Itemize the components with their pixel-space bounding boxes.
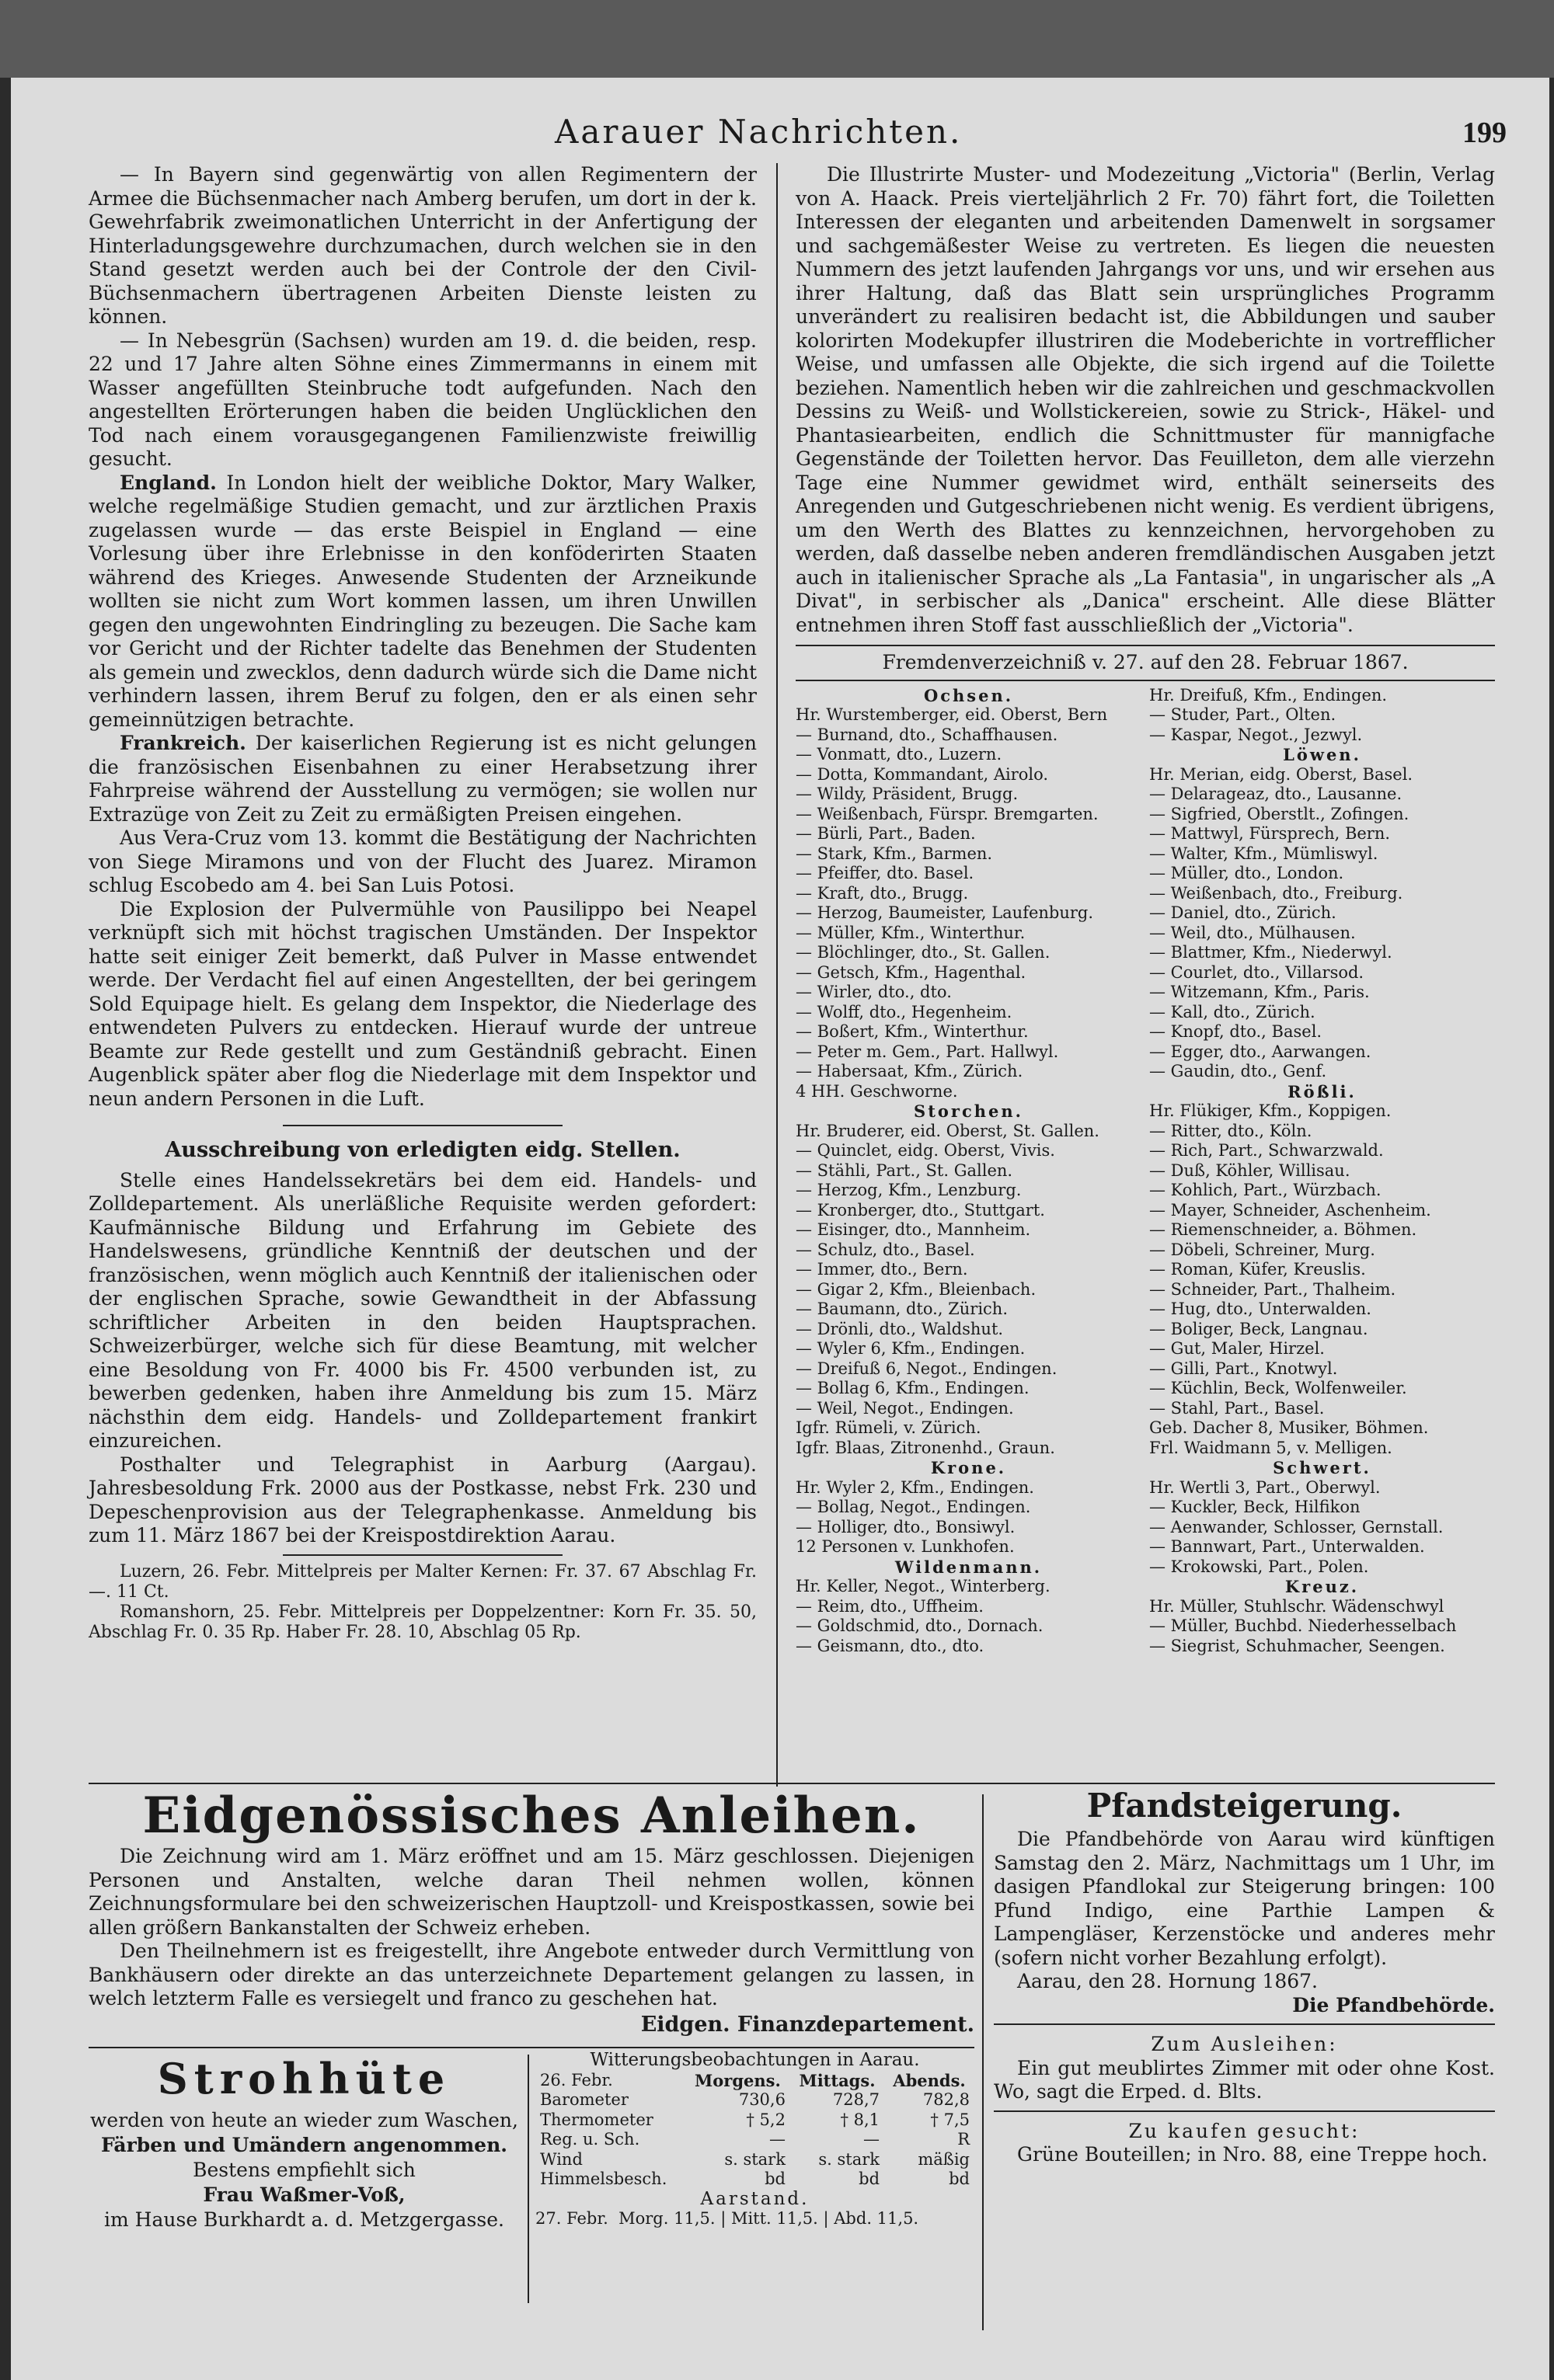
cell: s. stark <box>818 2149 880 2169</box>
guest-entry: — Riemenschneider, a. Böhmen. <box>1149 1220 1417 1239</box>
weather-observations <box>535 2051 974 2229</box>
guest-entry: Hr. Wertli 3, Part., Oberwyl. <box>1149 1477 1381 1497</box>
guest-entry: — Herzog, Kfm., Lenzburg. <box>796 1181 1022 1199</box>
weather-date: 26. Febr. <box>540 2070 613 2089</box>
guest-entry: 12 Personen v. Lunkhofen. <box>796 1537 1015 1556</box>
ad-pfandsteigerung <box>994 1787 1495 2167</box>
guest-entry: — Kraft, dto., Brugg. <box>796 883 969 903</box>
running-header <box>11 113 1549 159</box>
hotel-heading: Rößli. <box>1287 1081 1357 1101</box>
article-bayern: — In Bayern sind gegenwärtig von allen Regimentern der Armee die Büchsenmacher nach Amberg berufen, um dort in der k. Gewehrfabrik zweimonatlichen Unterricht in der Anfertigung der Hinterladungsgewehre durchzumachen, durch welchen sie in den Stand gesetzt werden auch bei der Controle der den Civil-Büchsenmachern übertragenen Arbeiten Dienste leisten zu können. <box>89 163 757 328</box>
hotel-heading: Krone. <box>930 1458 1007 1477</box>
cell: † 5,2 <box>746 2110 786 2129</box>
horizontal-rule <box>89 2047 974 2048</box>
guest-entry: Igfr. Rümeli, v. Zürich. <box>796 1418 981 1437</box>
anleihen-text-2: Den Theilnehmern ist es freigestellt, ihre Angebote entweder durch Vermittlung von Bankhäusern oder direkte an das unterzeichnete Departement gelangen zu lassen, in welch letzterm Falle es versiegelt und franco zu geschehen hat. <box>89 1940 974 2009</box>
article-victoria: Die Illustrirte Muster- und Modezeitung „Victoria" (Berlin, Verlag von A. Haack. Preis vierteljährlich 2 Fr. 70) fährt fort, die Toiletten Interessen der eleganten und arbeitenden Damenwelt in sorgsamer und sachgemäßester Weise zu vertreten. Es liegen die neuesten Nummern des jetzt laufenden Jahrgangs vor uns, und wir ersehen aus ihrer Haltung, daß das Blatt sein ursprüngliches Programm unverändert zu realisiren bedacht ist, die Abbildungen und sauber kolorirten Modekupfer illustriren die Modeberichte in vortrefflicher Weise, und umfassen alle Objekte, die sich irgend auf die Toilette beziehen. Namentlich heben wir die zahlreichen und geschmackvollen Dessins zu Weiß- und Wollstickereien, sowie zu Strick-, Häkel- und Phantasiearbeiten, endlich die Schnittmuster für mannigfache Gegenstände der Toiletten hervor. Das Feuilleton, dem alle vierzehn Tage eine Nummer gewidmet wird, enthält seinerseits des Anregenden und Gutgeschriebenen nicht wenig. Es verdient übrigens, um den Werth des Blattes zu kennzeichnen, hervorgehoben zu werden, daß dasselbe neben anderen fremdländischen Ausgaben jetzt auch in italienischer Sprache als „La Fantasia", in ungarischer als „A Divat", in serbischer als „Danica" erscheint. Alle diese Blätter entnehmen ihren Stoff fast ausschließlich der „Victoria". <box>796 163 1495 636</box>
anleihen-text-1: Die Zeichnung wird am 1. März eröffnet und am 15. März geschlossen. Diejenigen Personen und Anstalten, welche daran Theil nehmen wollen, können Zeichnungsformulare bei den schweizerischen Hauptzoll- und Kreispostkassen, sowie bei allen größern Bankanstalten der Schweiz erheben. <box>89 1845 974 1939</box>
guest-entry: — Courlet, dto., Villarsod. <box>1149 962 1364 982</box>
guest-entry: — Hug, dto., Unterwalden. <box>1149 1300 1371 1318</box>
ausschreibung-posthalter: Posthalter und Telegraphist in Aarburg (Aargau). Jahresbesoldung Frk. 2000 aus der Postkasse, nebst Frk. 230 und Depeschenprovision aus der Telegraphenkasse. Anmeldung bis zum 11. März 1867 bei der Kreispostdirektion Aarau. <box>89 1453 757 1547</box>
guest-entry: — Krokowski, Part., Polen. <box>1149 1557 1369 1576</box>
article-england-text: In London hielt der weibliche Doktor, Mary Walker, welche regelmäßige Studien gemacht, und zur ärztlichen Praxis zugelassen wurde — das erste Beispiel in England — eine Vorlesung über ihre Erlebnisse in den konföderirten Staaten während des Krieges. Anwesende Studenten der Arzneikunde wollten sie nicht zum Wort kommen lassen, um ihren Unwillen gegen den ungewohnten Eindringling zu bezeugen. Die Sache kam vor Gericht und der Richter tadelte das Benehmen der Studenten als gemein und zwecklos, denn dadurch würde sich die Dame nicht verhindern lassen, ihrem Beruf zu folgen, den er als einen sehr gemeinnützigen betrachte. <box>89 471 757 731</box>
guest-entry: — Döbeli, Schreiner, Murg. <box>1149 1240 1375 1259</box>
scan-border <box>0 0 1554 78</box>
guest-entry: — Immer, dto., Bern. <box>796 1260 968 1279</box>
guest-entry: Frl. Waidmann 5, v. Melligen. <box>1149 1438 1392 1457</box>
right-column <box>796 163 1495 1656</box>
guest-entry: — Ritter, dto., Köln. <box>1149 1121 1312 1140</box>
table-row <box>535 2110 974 2131</box>
guest-entry: — Wyler 6, Kfm., Endingen. <box>796 1339 1026 1358</box>
guest-entry: — Studer, Part., Olten. <box>1149 705 1336 724</box>
guest-entry: — Vonmatt, dto., Luzern. <box>796 745 1002 764</box>
guest-entry: — Wolff, dto., Hegenheim. <box>796 1002 1012 1021</box>
guest-entry: — Dreifuß 6, Negot., Endingen. <box>796 1359 1057 1378</box>
guest-entry: — Stähli, Part., St. Gallen. <box>796 1160 1013 1180</box>
ausschreibung-handelssekretaer: Stelle eines Handelssekretärs bei dem eid. Handels- und Zolldepartement. Als unerläßliche Requisite werden gefordert: Kaufmännische Bildung und Erfahrung im Gebiete des Handelswesens, gründliche Kenntniß der deutschen und der französischen, wenn möglich auch Kenntniß der italienischen oder der englischen Sprache, sowie Gewandtheit in der Abfassung schriftlicher Arbeiten in den beiden Hauptsprachen. Schweizerbürger, welche sich für diese Beamtung, mit welcher eine Besoldung von Fr. 4000 bis Fr. 4500 verbunden ist, zu bewerben gedenken, haben ihre Anmeldung bis zum 15. März nächsthin dem eidg. Handels- und Zolldepartement frankirt einzureichen. <box>89 1168 757 1452</box>
cell: 728,7 <box>832 2090 880 2109</box>
guest-entry: Hr. Müller, Stuhlschr. Wädenschwyl <box>1149 1596 1444 1616</box>
cell: † 8,1 <box>840 2110 880 2129</box>
row-label: Barometer <box>540 2090 629 2109</box>
guest-entry: — Rich, Part., Schwarzwald. <box>1149 1141 1384 1160</box>
article-pausilippo: Die Explosion der Pulvermühle von Pausilippo bei Neapel verknüpft sich mit höchst tragischen Umständen. Der Inspektor hatte seit einiger Zeit bemerkt, daß Pulver in Masse entwendet werde. Der Verdacht fiel auf einen Angestellten, der bei geringem Sold Equipage hielt. Es gelang dem Inspektor, die Niederlage des entwendeten Pulvers zu entdecken. Hierauf wurde der untreue Beamte zur Rede gestellt und zum Geständniß gebracht. Einen Augenblick später aber flog die Niederlage mit dem Inspektor und neun andern Personen in die Luft. <box>89 897 757 1110</box>
guest-entry: — Schneider, Part., Thalheim. <box>1149 1279 1396 1299</box>
guest-entry: — Egger, dto., Aarwangen. <box>1149 1042 1371 1061</box>
hotel-heading: Löwen. <box>1283 745 1361 764</box>
guest-entry: — Bürli, Part., Baden. <box>796 824 976 843</box>
guest-entry: — Mayer, Schneider, Aschenheim. <box>1149 1200 1431 1220</box>
guest-entry: — Peter m. Gem., Part. Hallwyl. <box>796 1042 1059 1061</box>
aarstand-values: 27. Febr. Morg. 11,5. | Mitt. 11,5. | Abd. 11,5. <box>535 2209 919 2228</box>
cell: bd <box>949 2169 970 2188</box>
section-lead-england: England. <box>120 471 217 494</box>
guest-entry: — Gigar 2, Kfm., Bleienbach. <box>796 1279 1037 1299</box>
guest-entry: — Knopf, dto., Basel. <box>1149 1022 1322 1041</box>
market-luzern: Luzern, 26. Febr. Mittelpreis per Malter Kernen: Fr. 37. 67 Abschlag Fr. —. 11 Ct. <box>89 1561 757 1602</box>
guest-entry: — Siegrist, Schuhmacher, Seengen. <box>1149 1636 1445 1655</box>
guest-entry: — Wildy, Präsident, Brugg. <box>796 785 1019 803</box>
divider <box>796 680 1495 681</box>
divider <box>994 2110 1495 2112</box>
guest-entry: — Müller, Kfm., Winterthur. <box>796 923 1026 942</box>
guest-entry: — Weil, dto., Mülhausen. <box>1149 923 1356 942</box>
hotel-heading: Wildenmann. <box>894 1557 1043 1577</box>
guest-entry: Igfr. Blaas, Zitronenhd., Graun. <box>796 1438 1055 1457</box>
article-frankreich <box>89 732 757 826</box>
cell: † 7,5 <box>930 2110 970 2129</box>
guest-entry: — Baumann, dto., Zürich. <box>796 1300 1008 1318</box>
anleihen-title: Eidgenössisches Anleihen. <box>142 1787 921 1845</box>
guest-entry: Hr. Keller, Negot., Winterberg. <box>796 1577 1051 1595</box>
ad-ausleihen-heading: Zum Ausleihen: <box>1151 2033 1338 2055</box>
guest-entry: — Schulz, dto., Basel. <box>796 1240 975 1259</box>
guest-entry: — Drönli, dto., Waldshut. <box>796 1319 1004 1338</box>
ad-strohhuete <box>89 2051 520 2232</box>
hotel-heading: Storchen. <box>914 1101 1023 1121</box>
article-nebesgruen: — In Nebesgrün (Sachsen) wurden am 19. d. die beiden, resp. 22 und 17 Jahre alten Söhne eines Zimmermanns in einem mit Wasser angefüllten Steinbruche todt aufgefunden. Nach den angestellten Erörterungen haben die beiden Unglücklichen den Tod nach einem vorausgegangenen Familienzwiste freiwillig gesucht. <box>89 329 757 470</box>
table-row <box>535 2090 974 2110</box>
cell: 782,8 <box>922 2090 970 2109</box>
ad-column-rule <box>528 2055 529 2303</box>
divider <box>283 1554 563 1556</box>
guest-entry: — Weil, Negot., Endingen. <box>796 1398 1014 1418</box>
guest-entry: Hr. Wurstemberger, eid. Oberst, Bern <box>796 705 1108 724</box>
guest-list-left <box>796 686 1141 1657</box>
guest-entry: — Kohlich, Part., Würzbach. <box>1149 1181 1382 1199</box>
row-label: Himmelsbesch. <box>540 2169 667 2188</box>
pfand-title: Pfandsteigerung. <box>1086 1787 1402 1825</box>
article-england <box>89 471 757 732</box>
ausschreibung-title: Ausschreibung von erledigten eidg. Stellen. <box>165 1138 681 1162</box>
ad-eidgenoessisches-anleihen <box>89 1787 974 2037</box>
row-label: Wind <box>540 2149 583 2169</box>
cell: 730,6 <box>738 2090 786 2109</box>
guest-entry: — Walter, Kfm., Mümliswyl. <box>1149 844 1378 863</box>
guest-entry: — Kaspar, Negot., Jezwyl. <box>1149 725 1363 744</box>
col-mittags: Mittags. <box>799 2070 876 2090</box>
guest-entry: — Blattmer, Kfm., Niederwyl. <box>1149 943 1392 962</box>
guest-entry: — Müller, Buchbd. Niederhesselbach <box>1149 1616 1457 1635</box>
fremdenverzeichnis-title: Fremdenverzeichniß v. 27. auf den 28. Februar 1867. <box>882 651 1409 673</box>
guest-entry: — Geismann, dto., dto. <box>796 1636 984 1655</box>
guest-entry: Hr. Bruderer, eid. Oberst, St. Gallen. <box>796 1121 1099 1140</box>
guest-entry: — Weißenbach, dto., Freiburg. <box>1149 883 1403 903</box>
cell: — <box>768 2130 786 2149</box>
cell: bd <box>859 2169 880 2188</box>
section-lead-frankreich: Frankreich. <box>120 732 246 754</box>
guest-entry: — Roman, Küfer, Kreuslis. <box>1149 1260 1366 1279</box>
cell: bd <box>765 2169 786 2188</box>
guest-entry: — Goldschmid, dto., Dornach. <box>796 1616 1044 1635</box>
guest-entry: — Kronberger, dto., Stuttgart. <box>796 1200 1045 1220</box>
guest-entry: — Herzog, Baumeister, Laufenburg. <box>796 903 1094 922</box>
table-row <box>535 2130 974 2150</box>
stroh-line-5: im Hause Burkhardt a. d. Metzgergasse. <box>104 2208 504 2231</box>
guest-entry: — Eisinger, dto., Mannheim. <box>796 1220 1031 1239</box>
guest-entry: — Dotta, Kommandant, Airolo. <box>796 764 1049 784</box>
stroh-title: Strohhüte <box>157 2054 451 2103</box>
left-column <box>89 163 757 1643</box>
weather-title: Witterungsbeobachtungen in Aarau. <box>590 2050 920 2070</box>
cell: s. stark <box>724 2149 786 2169</box>
cell: R <box>957 2130 970 2149</box>
guest-entry: — Boliger, Beck, Langnau. <box>1149 1319 1368 1338</box>
table-row <box>535 2150 974 2170</box>
anleihen-signature: Eidgen. Finanzdepartement. <box>640 2012 974 2037</box>
guest-entry: — Mattwyl, Fürsprech, Bern. <box>1149 824 1391 843</box>
guest-entry: — Sigfried, Oberstlt., Zofingen. <box>1149 804 1409 823</box>
cell: mäßig <box>918 2149 970 2169</box>
guest-entry: — Duß, Köhler, Willisau. <box>1149 1160 1350 1180</box>
divider <box>283 1125 563 1126</box>
guest-entry: Hr. Dreifuß, Kfm., Endingen. <box>1149 685 1388 705</box>
aarstand-title: Aarstand. <box>700 2188 810 2209</box>
guest-entry: — Habersaat, Kfm., Zürich. <box>796 1062 1023 1080</box>
hotel-heading: Kreuz. <box>1284 1577 1360 1596</box>
divider <box>796 645 1495 646</box>
guest-entry: — Aenwander, Schlosser, Gernstall. <box>1149 1517 1444 1536</box>
guest-entry: Hr. Merian, eidg. Oberst, Basel. <box>1149 764 1413 784</box>
article-vera-cruz: Aus Vera-Cruz vom 13. kommt die Bestätigung der Nachrichten von Siege Miramons und von der Flucht des Juarez. Miramon schlug Escobedo am 4. bei San Luis Potosi. <box>89 826 757 896</box>
market-romanshorn: Romanshorn, 25. Febr. Mittelpreis per Doppelzentner: Korn Fr. 35. 50, Abschlag Fr. 0. 35 Rp. Haber Fr. 28. 10, Abschlag 05 Rp. <box>89 1602 757 1642</box>
newspaper-title: Aarauer Nachrichten. <box>555 113 963 151</box>
ad-ausleihen-text: Ein gut meublirtes Zimmer mit oder ohne Kost. Wo, sagt die Erped. d. Blts. <box>994 2056 1495 2103</box>
weather-header-row <box>535 2071 974 2091</box>
fremdenverzeichnis <box>796 686 1495 1657</box>
pfand-date: Aarau, den 28. Hornung 1867. <box>1017 1970 1318 1992</box>
guest-list-right <box>1149 686 1495 1657</box>
table-row <box>535 2169 974 2190</box>
guest-entry: — Müller, dto., London. <box>1149 864 1344 882</box>
guest-entry: — Wirler, dto., dto. <box>796 983 952 1001</box>
guest-entry: — Kall, dto., Zürich. <box>1149 1002 1315 1021</box>
guest-entry: — Stahl, Part., Basel. <box>1149 1398 1325 1418</box>
guest-entry: — Getsch, Kfm., Hagenthal. <box>796 962 1026 982</box>
column-rule <box>776 163 778 1787</box>
guest-entry: 4 HH. Geschworne. <box>796 1081 958 1101</box>
row-label: Thermometer <box>540 2110 653 2129</box>
guest-entry: Hr. Flükiger, Kfm., Koppigen. <box>1149 1101 1392 1120</box>
newspaper-page <box>11 78 1549 2380</box>
hotel-heading: Schwert. <box>1273 1458 1371 1477</box>
guest-entry: — Daniel, dto., Zürich. <box>1149 903 1336 922</box>
guest-entry: — Bannwart, Part., Unterwalden. <box>1149 1537 1425 1556</box>
pfand-text: Die Pfandbehörde von Aarau wird künftigen Samstag den 2. März, Nachmittags um 1 Uhr, im dasigen Pfandlokal zur Steigerung bringen: 100 Pfund Indigo, eine Parthie Lampen & Lampengläser, Kerzenstöcke und anderes mehr (sofern nicht vorher Bezahlung erfolgt). <box>994 1828 1495 1969</box>
guest-entry: — Boßert, Kfm., Winterthur. <box>796 1022 1029 1041</box>
guest-entry: — Reim, dto., Uffheim. <box>796 1596 984 1616</box>
guest-entry: — Kuckler, Beck, Hilfikon <box>1149 1498 1361 1516</box>
col-morgens: Morgens. <box>695 2070 781 2090</box>
ad-kaufen-heading: Zu kaufen gesucht: <box>1128 2119 1361 2142</box>
cell: — <box>863 2130 880 2149</box>
guest-entry: — Quinclet, eidg. Oberst, Vivis. <box>796 1141 1055 1160</box>
guest-entry: — Bollag 6, Kfm., Endingen. <box>796 1379 1030 1397</box>
guest-entry: — Gaudin, dto., Genf. <box>1149 1062 1327 1080</box>
guest-entry: Geb. Dacher 8, Musiker, Böhmen. <box>1149 1418 1429 1437</box>
guest-entry: — Blöchlinger, dto., St. Gallen. <box>796 943 1051 962</box>
guest-entry: — Burnand, dto., Schaffhausen. <box>796 725 1058 744</box>
page-number: 199 <box>1462 117 1507 149</box>
stroh-line-4: Frau Waßmer-Voß, <box>203 2183 406 2206</box>
guest-entry: — Witzemann, Kfm., Paris. <box>1149 983 1370 1001</box>
guest-entry: — Gilli, Part., Knotwyl. <box>1149 1359 1338 1378</box>
guest-entry: — Holliger, dto., Bonsiwyl. <box>796 1517 1016 1536</box>
guest-entry: — Delarageaz, dto., Lausanne. <box>1149 785 1402 803</box>
guest-entry: — Stark, Kfm., Barmen. <box>796 844 993 863</box>
guest-entry: — Weißenbach, Fürspr. Bremgarten. <box>796 804 1099 823</box>
stroh-line-2: Färben und Umändern angenommen. <box>101 2134 507 2156</box>
ad-column-rule <box>982 1794 984 2330</box>
article-frankreich-text: Der kaiserlichen Regierung ist es nicht gelungen die französischen Eisenbahnen zu einer Herabsetzung ihrer Fahrpreise während der Ausstellung zu vermögen; sie wollen nur Extrazüge von Zeit zu Zeit zu ermäßigten Preisen eingehen. <box>89 732 757 826</box>
guest-entry: — Pfeiffer, dto. Basel. <box>796 864 974 882</box>
guest-entry: — Bollag, Negot., Endingen. <box>796 1498 1031 1516</box>
row-label: Reg. u. Sch. <box>540 2130 640 2149</box>
guest-entry: Hr. Wyler 2, Kfm., Endingen. <box>796 1477 1034 1497</box>
pfand-signature: Die Pfandbehörde. <box>1292 1993 1495 2016</box>
col-abends: Abends. <box>893 2070 966 2090</box>
guest-entry: — Gut, Maler, Hirzel. <box>1149 1339 1325 1358</box>
stroh-line-3: Bestens empfiehlt sich <box>193 2159 416 2181</box>
ad-kaufen-text: Grüne Bouteillen; in Nro. 88, eine Treppe hoch. <box>1017 2143 1488 2166</box>
horizontal-rule <box>89 1783 1495 1784</box>
divider <box>994 2023 1495 2025</box>
hotel-heading: Ochsen. <box>923 685 1014 705</box>
guest-entry: — Küchlin, Beck, Wolfenweiler. <box>1149 1379 1407 1397</box>
weather-table <box>535 2071 974 2190</box>
stroh-line-1: werden von heute an wieder zum Waschen, <box>90 2109 518 2131</box>
